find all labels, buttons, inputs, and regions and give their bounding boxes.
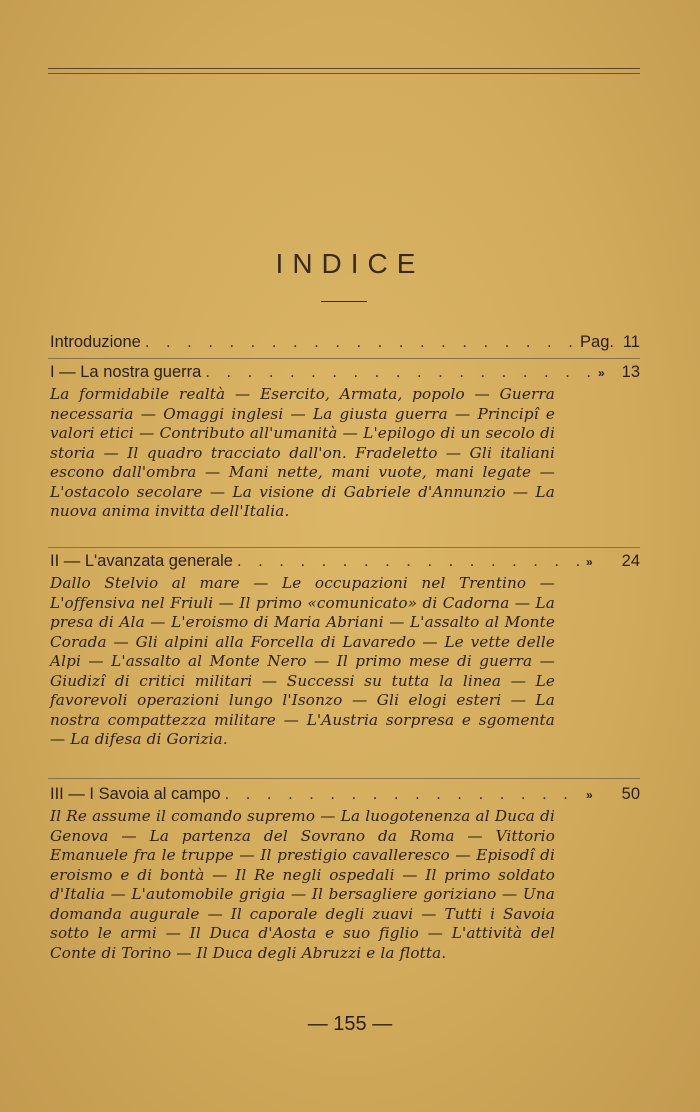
- title-rule: [321, 301, 367, 302]
- toc-leader-dots: [145, 333, 572, 352]
- page-prefix: Pag.: [580, 333, 614, 351]
- chapter-summary: La formidabile realtà — Esercito, Armata, popolo — Guerra necessaria — Omaggi inglesi — La giusta guerra — Principî e valori etici — Contributo all'umanità — L'epilogo di un secolo di storia — Il quadro tracciato dall'on. Fradeletto — Gli italiani escono dall'ombra — Mani nette, mani vuote, mani legate — L'ostacolo secolare — La visione di Gabriele d'Annunzio — La nuova anima invitta dell'Italia.: [50, 385, 555, 520]
- chapter-heading: II — L'avanzata generale: [50, 552, 233, 570]
- chapter-heading: I — La nostra guerra: [50, 363, 202, 381]
- page-number: 24: [621, 552, 640, 570]
- chapter-heading: III — I Savoia al campo: [50, 785, 221, 803]
- toc-entry-chapter-1: [50, 363, 640, 522]
- top-rule: [48, 68, 640, 69]
- ditto-mark: »: [586, 788, 593, 802]
- ditto-mark: »: [586, 555, 593, 569]
- separator: [48, 547, 640, 548]
- toc-label: Introduzione: [50, 333, 141, 351]
- page-title: INDICE: [275, 248, 425, 279]
- toc-entry-introduzione: [50, 333, 640, 355]
- separator: [48, 778, 640, 779]
- page-number: 50: [621, 785, 640, 803]
- chapter-summary: Il Re assume il comando supremo — La luogotenenza al Duca di Genova — La partenza del Sovrano da Roma — Vittorio Emanuele fra le truppe — Il prestigio cavalleresco — Episodî di eroismo e di bontà — Il Re negli ospedali — Il primo soldato d'Italia — L'automobile grigia — Il bersagliere goriziano — Una domanda augurale — Il caporale degli zuavi — Tutti i Savoia sotto le armi — Il Duca d'Aosta e suo figlio — L'attività del Conte di Torino — Il Duca degli Abruzzi e la flotta.: [50, 807, 555, 962]
- separator: [48, 358, 640, 359]
- page-folio: — 155 —: [307, 1013, 393, 1035]
- toc-leader-dots: [205, 363, 598, 382]
- ditto-mark: »: [598, 366, 605, 380]
- toc-leader-dots: [225, 785, 586, 804]
- chapter-summary: Dallo Stelvio al mare — Le occupazioni nel Trentino — L'offensiva nel Friuli — Il primo «comunicato» di Cadorna — La presa di Ala — L'eroismo di Maria Abriani — L'assalto al Monte Corada — Gli alpini alla Forcella di Lavaredo — Le vette delle Alpi — L'assalto al Monte Nero — Il primo mese di guerra — Giudizî di critici militari — Successi su tutta la linea — Le favorevoli operazioni lungo l'Isonzo — Gli elogi esteri — La nostra compattezza militare — L'Austria sorpresa e sgomenta — La difesa di Gorizia.: [50, 574, 555, 748]
- toc-leader-dots: [237, 552, 586, 571]
- toc-entry-chapter-2: [50, 552, 640, 750]
- toc-entry-chapter-3: [50, 785, 640, 963]
- top-rule-thin: [48, 73, 640, 74]
- page-number: 13: [621, 363, 640, 381]
- page-number: 11: [622, 333, 640, 351]
